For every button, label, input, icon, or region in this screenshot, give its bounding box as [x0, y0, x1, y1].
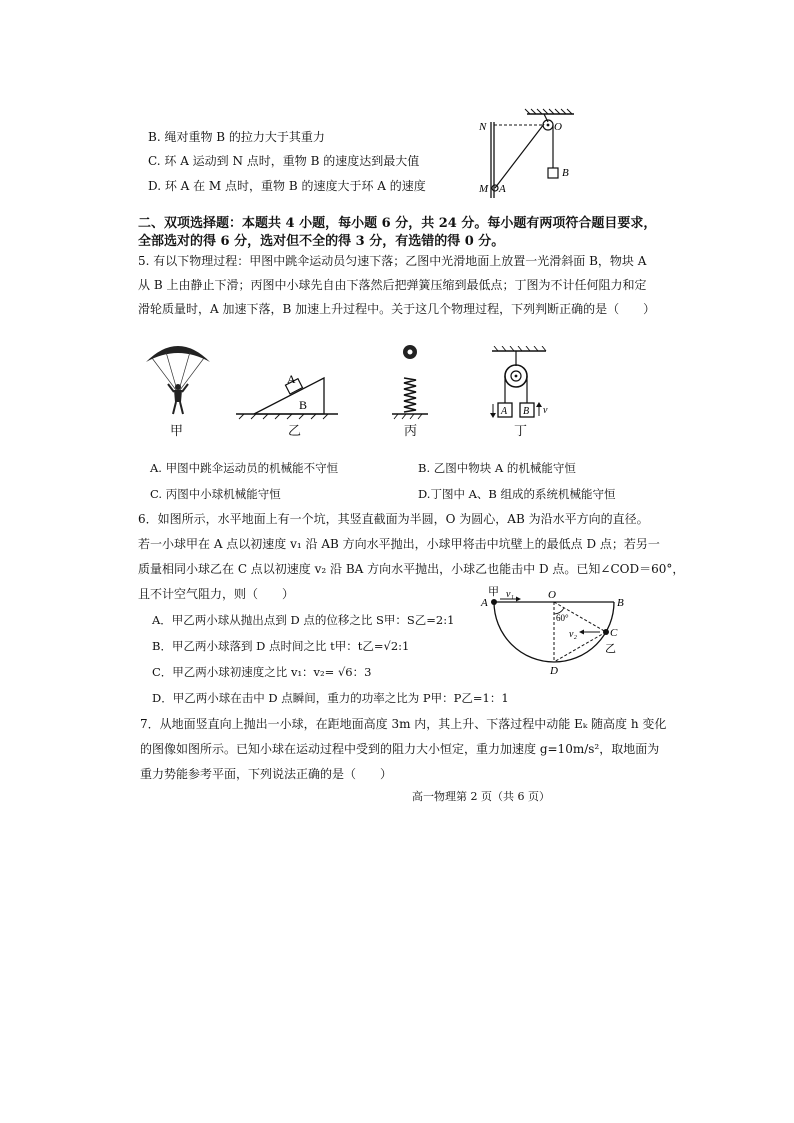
q6-label-a: A — [481, 597, 488, 609]
q6-stem-line1: 6．如图所示，水平地面上有一个坑，其竖直截面为半圆，O 为圆心，AB 为沿水平方向的直径。 — [138, 512, 649, 526]
incline-figure — [232, 368, 342, 420]
q4-label-m: M — [479, 183, 489, 195]
q7-stem-line1: 7．从地面竖直向上抛出一小球，在距地面高度 3m 内，其上升、下落过程中动能 Eₖ 随高度 h 变化 — [140, 717, 667, 731]
q4-option-b: B. 绳对重物 B 的拉力大于其重力 — [148, 130, 325, 144]
q6-stem-line3: 质量相同小球乙在 C 点以初速度 v₂ 沿 BA 方向水平抛出，小球乙也能击中 D 点。已知∠COD＝60°， — [138, 562, 685, 576]
q4-pulley-figure — [470, 108, 580, 200]
q6-label-o: O — [548, 589, 556, 601]
section2-heading-line1: 二、双项选择题：本题共 4 小题，每小题 6 分，共 24 分。每小题有两项符合题目要求， — [138, 216, 657, 231]
atwood-figure — [484, 346, 554, 422]
q6-option-a: A．甲乙两小球从抛出点到 D 点的位移之比 S甲：S乙=2:1 — [152, 613, 455, 627]
q5-caption-jia: 甲 — [170, 424, 184, 439]
q5-option-a: A. 甲图中跳伞运动员的机械能不守恒 — [150, 461, 339, 475]
q7-stem-line3: 重力势能参考平面，下列说法正确的是（ ） — [140, 767, 393, 781]
q6-semicircle-figure — [478, 586, 628, 678]
q5-stem-line3: 滑轮质量时，A 加速下落，B 加速上升过程中。关于这几个物理过程，下列判断正确的是（ ） — [138, 302, 656, 316]
q6-label-b: B — [617, 597, 624, 609]
q4-label-a: A — [499, 183, 506, 195]
atwood-label-b: B — [523, 406, 530, 417]
q5-caption-ding: 丁 — [514, 424, 528, 439]
q4-label-n: N — [479, 121, 487, 133]
ball-spring-figure — [390, 340, 430, 422]
q4-label-b: B — [562, 167, 569, 179]
page-footer: 高一物理第 2 页（共 6 页） — [412, 790, 550, 803]
q7-stem-line2: 的图像如图所示。已知小球在运动过程中受到的阻力大小恒定，重力加速度 g=10m/s²，取地面为 — [140, 742, 660, 756]
q6-label-v2: v₂ — [569, 629, 577, 640]
q5-option-c: C. 丙图中小球机械能守恒 — [150, 487, 281, 501]
q6-label-jia: 甲 — [488, 586, 499, 598]
q6-label-angle: 60° — [556, 613, 569, 623]
q6-stem-line4: 且不计空气阻力，则（ ） — [138, 587, 295, 601]
q6-label-yi: 乙 — [605, 643, 616, 655]
q5-option-b: B. 乙图中物块 A 的机械能守恒 — [418, 461, 576, 475]
incline-label-a: A — [287, 372, 296, 386]
q5-caption-bing: 丙 — [404, 424, 418, 439]
section2-heading-line2: 全部选对的得 6 分，选对但不全的得 3 分，有选错的得 0 分。 — [138, 234, 505, 249]
q5-stem-line2: 从 B 上由静止下滑；丙图中小球先自由下落然后把弹簧压缩到最低点；丁图为不计任何阻力和定 — [138, 278, 647, 292]
q6-stem-line2: 若一小球甲在 A 点以初速度 v₁ 沿 AB 方向水平抛出，小球甲将击中坑壁上的最低点 D 点；若另一 — [138, 537, 660, 551]
q6-label-c: C — [610, 627, 618, 639]
q4-label-o: O — [554, 121, 562, 133]
atwood-label-v: v — [543, 405, 548, 416]
q5-stem-line1: 5. 有以下物理过程：甲图中跳伞运动员匀速下落；乙图中光滑地面上放置一光滑斜面 B，物块 A — [138, 254, 647, 268]
incline-label-b: B — [299, 398, 308, 412]
q4-option-c: C. 环 A 运动到 N 点时，重物 B 的速度达到最大值 — [148, 154, 420, 168]
q6-label-v1: v₁ — [506, 589, 514, 600]
parachutist-figure — [140, 338, 216, 428]
atwood-label-a: A — [501, 406, 508, 417]
q5-caption-yi: 乙 — [288, 424, 302, 439]
q6-option-d: D．甲乙两小球在击中 D 点瞬间，重力的功率之比为 P甲：P乙=1：1 — [152, 691, 509, 705]
q6-label-d: D — [550, 665, 558, 677]
q6-option-c: C．甲乙两小球初速度之比 v₁：v₂= √6：3 — [152, 665, 372, 679]
q5-option-d: D.丁图中 A、B 组成的系统机械能守恒 — [418, 487, 616, 501]
q4-option-d: D. 环 A 在 M 点时，重物 B 的速度大于环 A 的速度 — [148, 179, 426, 193]
q6-option-b: B．甲乙两小球落到 D 点时间之比 t甲：t乙=√2:1 — [152, 639, 410, 653]
